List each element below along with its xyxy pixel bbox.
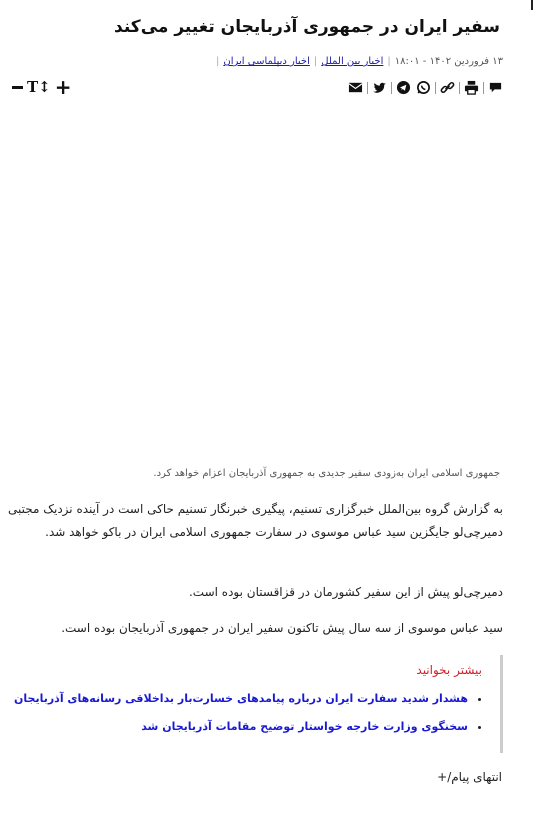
- meta-separator: |: [215, 56, 220, 67]
- meta-separator: |: [387, 56, 391, 67]
- share-toolbar: [347, 79, 504, 96]
- window-edge: [531, 0, 533, 10]
- email-icon[interactable]: [347, 79, 364, 96]
- toolbar-separator: [459, 82, 460, 94]
- publish-date: ۱۳ فروردین ۱۴۰۲ - ۱۸:۰۱: [394, 56, 503, 67]
- article-meta: [216, 56, 503, 67]
- read-more-list: [14, 685, 482, 741]
- image-caption: جمهوری اسلامی ایران به‌زودی سفیر جدیدی به جمهوری آذربایجان اعزام خواهد کرد.: [153, 468, 500, 479]
- font-size-controls: [12, 75, 72, 99]
- comment-icon[interactable]: [487, 79, 504, 96]
- whatsapp-icon[interactable]: [415, 79, 432, 96]
- link-icon[interactable]: [439, 79, 456, 96]
- increase-font-button[interactable]: +: [54, 75, 72, 99]
- toolbar-separator: [483, 82, 484, 94]
- category-link-international[interactable]: اخبار بین الملل: [321, 56, 384, 67]
- telegram-icon[interactable]: [395, 79, 412, 96]
- toolbar-separator: [367, 82, 368, 94]
- article-paragraph: به گزارش گروه بین‌الملل خبرگزاری تسنیم، پیگیری خبرنگار تسنیم حاکی است در آینده نزدیک مجتبی دمیرچی‌لو جایگزین سید عباس موسوی در سفارت جمهوری اسلامی ایران در باکو خواهد شد.: [8, 502, 503, 539]
- read-more-link[interactable]: هشدار شدید سفارت ایران درباره پیامدهای خسارت‌بار بداخلاقی رسانه‌های آذربایجان: [14, 692, 468, 705]
- article-paragraph: دمیرچی‌لو پیش از این سفیر کشورمان در قزاقستان بوده است.: [188, 585, 503, 599]
- toolbar-separator: [435, 82, 436, 94]
- twitter-icon[interactable]: [371, 79, 388, 96]
- read-more-title: بیشتر بخوانید: [416, 663, 482, 677]
- end-of-message: انتهای پیام/+: [437, 770, 502, 784]
- toolbar-separator: [391, 82, 392, 94]
- font-size-icon: T↕: [27, 77, 51, 96]
- print-icon[interactable]: [463, 79, 480, 96]
- decrease-font-button[interactable]: [12, 86, 23, 89]
- list-item: [14, 713, 468, 741]
- category-link-diplomacy[interactable]: اخبار دیپلماسی ایران: [223, 56, 310, 67]
- page-title: سفیر ایران در جمهوری آذربایجان تغییر می‌کند: [114, 17, 500, 37]
- article-paragraph: سید عباس موسوی از سه سال پیش تاکنون سفیر ایران در جمهوری آذربایجان بوده است.: [61, 621, 503, 635]
- list-item: [14, 685, 468, 713]
- meta-separator: |: [313, 56, 318, 67]
- read-more-box: [14, 655, 503, 753]
- read-more-link[interactable]: سخنگوی وزارت خارجه خواستار توضیح مقامات آذربایجان شد: [141, 720, 468, 733]
